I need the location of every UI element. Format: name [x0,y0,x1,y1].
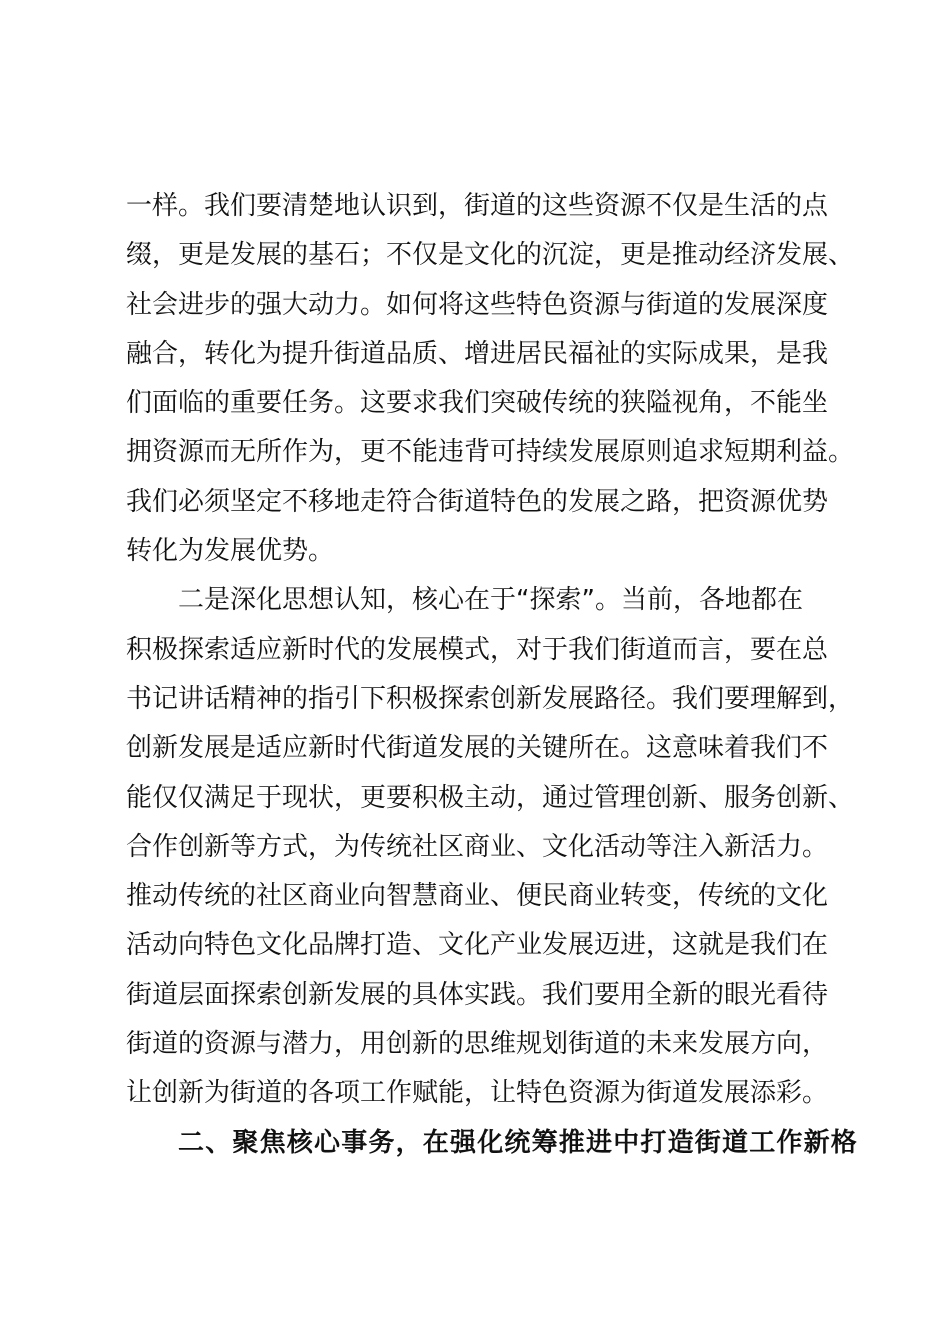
text-line-2: 缀，更是发展的基石；不仅是文化的沉淀，更是推动经济发展、 [126,240,855,271]
text-line-13: 能仅仅满足于现状，更要积极主动，通过管理创新、服务创新、 [126,782,855,813]
text-line-1: 一样。我们要清楚地认识到，街道的这些资源不仅是生活的点 [126,191,829,221]
text-line-5: 们面临的重要任务。这要求我们突破传统的狭隘视角，不能坐 [126,388,829,419]
paragraph-start-line: 二是深化思想认知，核心在于“探索”。当前，各地都在 [178,585,803,616]
text-line-16: 活动向特色文化品牌打造、文化产业发展迈进，这就是我们在 [126,930,829,961]
text-line-15: 推动传统的社区商业向智慧商业、便民商业转变，传统的文化 [126,881,829,912]
body-text [126,182,859,1168]
text-line-8: 转化为发展优势。 [126,536,335,567]
text-line-10: 积极探索适应新时代的发展模式，对于我们街道而言，要在总 [126,634,829,665]
text-line-7: 我们必须坚定不移地走符合街道特色的发展之路，把资源优势 [126,486,829,517]
section-heading: 二、聚焦核心事务，在强化统筹推进中打造街道工作新格 [178,1127,859,1158]
text-line-17: 街道层面探索创新发展的具体实践。我们要用全新的眼光看待 [126,979,829,1010]
text-line-14: 合作创新等方式，为传统社区商业、文化活动等注入新活力。 [126,831,829,862]
text-line-18: 街道的资源与潜力，用创新的思维规划街道的未来发展方向， [126,1029,829,1060]
text-line-11: 书记讲话精神的指引下积极探索创新发展路径。我们要理解到， [126,683,855,714]
text-line-12: 创新发展是适应新时代街道发展的关键所在。这意味着我们不 [126,733,829,764]
text-line-19: 让创新为街道的各项工作赋能，让特色资源为街道发展添彩。 [126,1078,829,1109]
text-line-3: 社会进步的强大动力。如何将这些特色资源与街道的发展深度 [126,289,829,320]
text-line-4: 融合，转化为提升街道品质、增进居民福祉的实际成果，是我 [126,338,829,369]
text-line-6: 拥资源而无所作为，更不能违背可持续发展原则追求短期利益。 [126,437,855,468]
